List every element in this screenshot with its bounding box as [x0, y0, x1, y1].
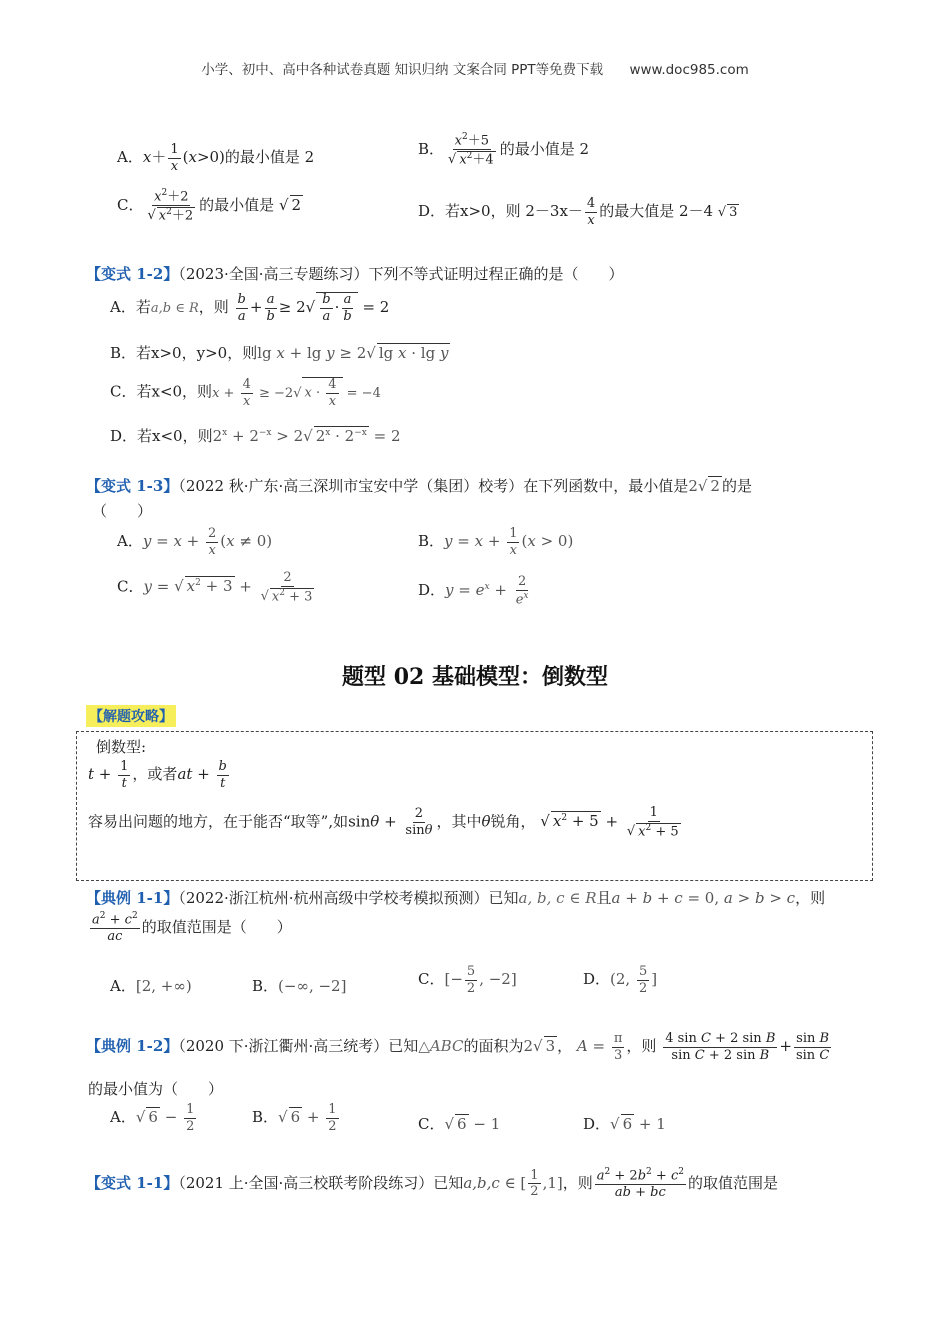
q13-stem: 【变式 1-3】（2022 秋·广东·高三深圳市宝安中学（集团）校考）在下列函数中，最小值是2√ 2 的是 [86, 475, 752, 496]
q0-option-a[interactable]: A．x＋ $\frac{1}{x}$ (x>0)的最小值是 2 [117, 142, 315, 174]
ex11-option-b[interactable]: B．(−∞, −2] [252, 977, 347, 995]
q13-option-d[interactable]: D．$y = e^x$ + $\frac{2}{e^x}$ [418, 574, 529, 607]
q0-option-b[interactable]: B． $x^2+5$ √ $x^2+4$ 的最小值是 2 [418, 133, 589, 167]
header-text: 小学、初中、高中各种试卷真题 知识归纳 文案合同 PPT等免费下载 [201, 62, 604, 78]
section-title: 题型 02 基础模型：倒数型 [342, 664, 608, 690]
ex11-line2: $\frac{a^2 + c^2}{ac}$ 的取值范围是（ ） [92, 911, 292, 944]
strategy-line1: 倒数型: [96, 738, 147, 756]
ex11-option-a[interactable]: A．[2, +∞) [110, 977, 192, 995]
q0-option-d[interactable]: D．若x>0，则 2－3x－ $\frac{4}{x}$ 的最大值是 2－4 √ 3 [418, 197, 739, 227]
page-header [0, 58, 950, 78]
header-url[interactable]: www.doc985.com [629, 62, 749, 78]
ex11-stem: 【典例 1-1】（2022·浙江杭州·杭州高级中学校考模拟预测）已知a, b, c ∈ R且a + b + c = 0, a > b > c，则 [86, 889, 826, 907]
q13-paren: （ ） [92, 502, 153, 520]
ex12-option-b[interactable]: B．√ 6 + $\frac{1}{2}$ [252, 1103, 341, 1133]
q12-stem: 【变式 1-2】（2023·全国·高三专题练习）下列不等式证明过程正确的是（ ） [86, 265, 624, 283]
ex12-stem: 【典例 1-2】（2020 下·浙江衢州·高三统考）已知△ABC的面积为2√ 3 ， A = $\frac{\pi}{3}$ ，则 $\frac{\text{4 sin C + 2 sin B}}{\text{sin C + 2 sin B}}$ + $\frac{\text{sin B}}{\text{sin C}}$ [86, 1032, 833, 1062]
ex11-option-c[interactable]: C．[− $\frac{5}{2}$ , −2] [418, 964, 517, 996]
ex12-option-c[interactable]: C．√ 6 − 1 [418, 1113, 500, 1134]
ex11-option-d[interactable]: D．(2, $\frac{5}{2}$ ] [583, 964, 658, 996]
q13-option-a[interactable]: A．y = x + $\frac{2}{x}$ (x ≠ 0) [117, 526, 273, 558]
q12-option-a[interactable]: A．若a,b ∈ R，则 $\frac{b}{a}$ + $\frac{a}{b}$ ≥ 2√ $\frac{b}{a}$ · $\frac{a}{b}$ = 2 [110, 292, 389, 323]
q12-option-c[interactable]: C．若x<0，则x + $\frac{4}{x}$ ≥ −2√ x · $\frac{4}{x}$ = −4 [110, 377, 381, 408]
strategy-tag: 【解题攻略】 [86, 705, 176, 727]
strategy-line3: 容易出问题的地方，在于能否“取等”,如sinθ + $\frac{2}{\sin\theta}$ ，其中θ锐角， √ $x^2 + 5$ + 1 √ $x^2 + 5$ [88, 806, 685, 839]
v11-stem: 【变式 1-1】（2021 上·全国·高三校联考阶段练习）已知a,b,c ∈ [ $\frac{1}{2}$ ,1]，则 $\frac{a^2 + 2b^2 + c^2}{ab + bc}$ 的取值范围是 [86, 1167, 778, 1200]
ex12-option-d[interactable]: D．√ 6 + 1 [583, 1113, 666, 1134]
q12-option-d[interactable]: D．若x<0，则$2^x + 2^{-x} > 2√$ $2^x \cdot 2^{-x} = 2$ [110, 425, 401, 446]
ex12-line2: 的最小值为（ ） [88, 1080, 224, 1098]
q13-option-c[interactable]: C．y = √ $x^2 + 3$ + 2 √ $x^2 + 3$ [117, 571, 318, 604]
q0-option-c[interactable]: C． $x^2+2$ √ $x^2+2$ 的最小值是 √ 2 [117, 189, 303, 223]
q13-option-b[interactable]: B．y = x + $\frac{1}{x}$ (x > 0) [418, 526, 574, 558]
q12-option-b[interactable]: B．若x>0，y>0，则lg x + lg y ≥ 2√ lg x · lg y [110, 342, 450, 363]
ex12-option-a[interactable]: A．√ 6 − $\frac{1}{2}$ [110, 1103, 198, 1133]
strategy-line2: t + $\frac{1}{t}$ ，或者at + $\frac{b}{t}$ [88, 759, 227, 791]
